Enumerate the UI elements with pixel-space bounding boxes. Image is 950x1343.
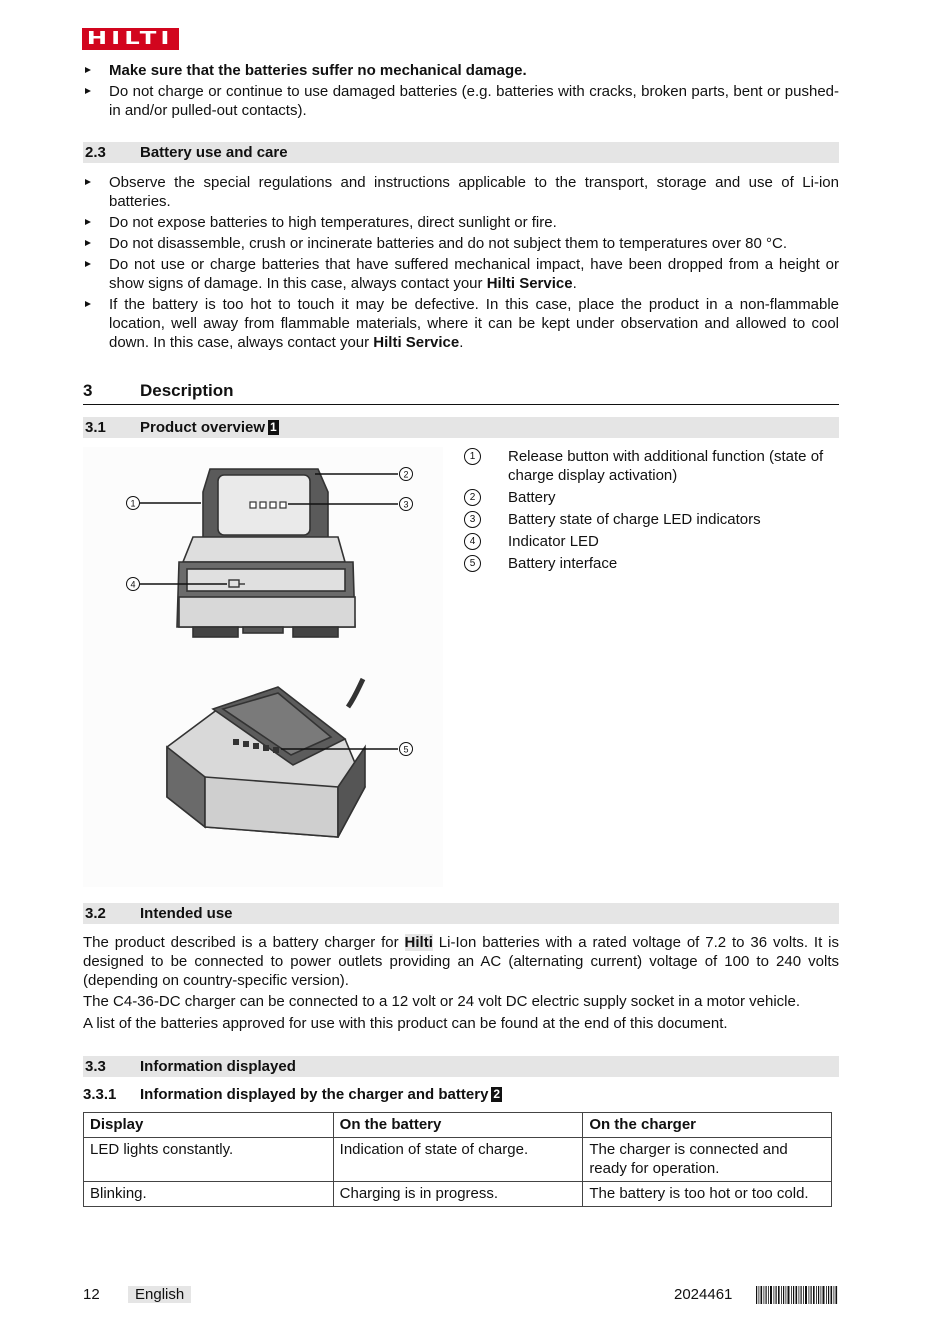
- column-header: On the battery: [333, 1113, 583, 1138]
- chapter-heading-description: 3 Description: [83, 380, 839, 405]
- battery-care-bullet-list: [83, 173, 839, 354]
- callout-2-label: 2: [403, 469, 409, 480]
- callout-5-label: 5: [403, 744, 409, 755]
- section-heading-3-1: 3.1 Product overview 1: [83, 417, 839, 438]
- section-heading-2-3: 2.3 Battery use and care: [83, 142, 839, 163]
- legend-item: 1 Release button with additional function (state of charge display activation): [464, 447, 844, 485]
- intended-use-paragraph: The product described is a battery charger for Hilti Li-Ion batteries with a rated voltage of 7.2 to 36 volts. It is designed to be connected to power outlets providing an AC (alternating current) voltage of 100 to 240 volts (depending on country-specific version).: [83, 934, 839, 989]
- bullet-item: If the battery is too hot to touch it may be defective. In this case, place the product in a non-flammable location, well away from flammable materials, where it can be kept under observation and allowed to cool down. In this case, always contact your Hilti Service.: [83, 295, 839, 352]
- dc-charger-paragraph: The C4-36-DC charger can be connected to a 12 volt or 24 volt DC electric supply socket in a motor vehicle.: [83, 993, 801, 1010]
- bullet-item: Do not use or charge batteries that have suffered mechanical impact, have been dropped from a height or show signs of damage. In this case, always contact your Hilti Service.: [83, 255, 839, 293]
- figure-legend: [464, 447, 844, 576]
- bullet-item: Make sure that the batteries suffer no mechanical damage.: [83, 61, 839, 80]
- callout-3-label: 3: [403, 499, 409, 510]
- section-heading-3-3: 3.3 Information displayed: [83, 1056, 839, 1077]
- table-cell: LED lights constantly.: [84, 1138, 334, 1182]
- hilti-logo: HILTI: [82, 28, 179, 50]
- table-cell: The battery is too hot or too cold.: [583, 1182, 832, 1207]
- section-heading-3-3-1: 3.3.1 Information displayed by the charger and battery 2: [83, 1086, 501, 1103]
- column-header: Display: [84, 1113, 334, 1138]
- table-cell: Blinking.: [84, 1182, 334, 1207]
- callout-4-label: 4: [130, 579, 136, 590]
- bullet-item: Observe the special regulations and instructions applicable to the transport, storage and use of Li-ion batteries.: [83, 173, 839, 211]
- table-cell: Charging is in progress.: [333, 1182, 583, 1207]
- table-cell: Indication of state of charge.: [333, 1138, 583, 1182]
- section-heading-3-2: 3.2 Intended use: [83, 903, 839, 924]
- table-row: [84, 1138, 832, 1182]
- table-header-row: [84, 1113, 832, 1138]
- barcode: [756, 1286, 838, 1304]
- language-label: English: [128, 1284, 191, 1306]
- legend-item: 4 Indicator LED: [464, 532, 844, 551]
- intro-bullet-list: [83, 61, 839, 122]
- bullet-item: Do not expose batteries to high temperatures, direct sunlight or fire.: [83, 213, 839, 232]
- figure-reference: 2: [493, 1087, 501, 1101]
- column-header: On the charger: [583, 1113, 832, 1138]
- product-overview-illustration: [83, 447, 443, 887]
- approved-batteries-paragraph: A list of the batteries approved for use with this product can be found at the end of this document.: [83, 1015, 728, 1032]
- legend-item: 2 Battery: [464, 488, 844, 507]
- legend-item: 3 Battery state of charge LED indicators: [464, 510, 844, 529]
- bullet-item: Do not charge or continue to use damaged batteries (e.g. batteries with cracks, broken parts, bent or pushed-in and/or pulled-out contacts).: [83, 82, 839, 120]
- callout-1-label: 1: [130, 498, 136, 509]
- document-number: 2024461: [674, 1286, 733, 1303]
- legend-item: 5 Battery interface: [464, 554, 844, 573]
- figure-reference: 1: [270, 420, 277, 434]
- information-displayed-table: [83, 1112, 832, 1207]
- page-number: 12: [83, 1286, 100, 1303]
- charger-front-view: [177, 469, 355, 637]
- bullet-item: Do not disassemble, crush or incinerate batteries and do not subject them to temperatures over 80 °C.: [83, 234, 839, 253]
- table-row: [84, 1182, 832, 1207]
- table-cell: The charger is connected and ready for operation.: [583, 1138, 832, 1182]
